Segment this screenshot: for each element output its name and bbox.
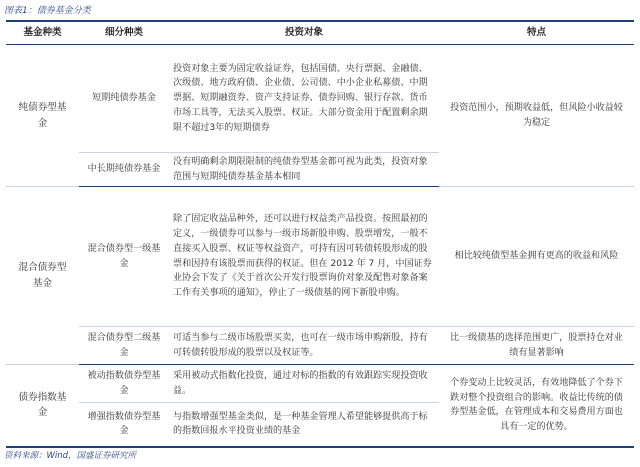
fund-type-pure-bond: 纯债券型基金: [6, 45, 79, 187]
subtype-passive-index: 被动指数债券型基金: [79, 365, 169, 403]
subtype-short-pure: 短期纯债券基金: [79, 45, 169, 153]
header-subtype: 细分种类: [79, 21, 169, 45]
header-fund-type: 基金种类: [6, 21, 79, 45]
target-passive-index: 采用被动式指数化投资，通过对标的指数的有效跟踪实现投资收益。: [169, 365, 439, 403]
target-mixed-level1: 除了固定收益品种外，还可以进行权益类产品投资。按照最初的定义，一级债券可以参与一级市场新股申购、股票增发，一般不直接买入股票、权证等权益资产，可持有因可转债转股形成的股票和因持有该股票而获得的权证。但在 2012 年 7 月，中国证券业协会下发了《关于首次公开发行股票询价对象及配售对象备案工作有关事项的通知》，停止了一级债基的网下新股申购。: [169, 187, 439, 327]
subtype-enhanced-index: 增强指数债券型基金: [79, 403, 169, 447]
header-row: [6, 21, 634, 45]
fund-type-index-bond: 债券指数基金: [6, 365, 79, 447]
target-mixed-level2: 可适当参与二级市场股票买卖，也可在一级市场申购新股，持有可转债转股形成的股票以及权证等。: [169, 327, 439, 365]
target-enhanced-index: 与指数增强型基金类似，是一种基金管理人希望能够提供高于标的指数回报水平投资业绩的基金: [169, 403, 439, 447]
source-note: 资料来源：Wind，国盛证券研究所: [4, 451, 137, 461]
subtype-mixed-level2: 混合债券型二级基金: [79, 327, 169, 365]
table-row: [6, 45, 634, 153]
target-short-pure: 投资对象主要为固定收益证券，包括国债、央行票据、金融债、次级债、地方政府债、企业债、公司债、中小企业私募债、中期票据、短期融资券、资产支持证券、债券回购、银行存款、货币市场工具等，无法买入股票、权证。大部分资金用于配置剩余期限不超过3年的短期债券: [169, 45, 439, 153]
feature-mixed-level1: 相比较纯债型基金拥有更高的收益和风险: [439, 187, 634, 327]
feature-pure-bond: 投资范围小，预期收益低，但风险小收益较为稳定: [439, 45, 634, 187]
feature-index-bond: 个券变动上比较灵活，有效地降低了个券下跌对整个投资组合的影响。收益比传统的债券型基金低，在管理成本和交易费用方面也具有一定的优势。: [439, 365, 634, 447]
subtype-mixed-level1: 混合债券型一级基金: [79, 187, 169, 327]
bond-fund-table: [6, 20, 634, 448]
table-row: [6, 365, 634, 403]
fund-type-mixed-bond: 混合债券型基金: [6, 187, 79, 365]
subtype-mid-long-pure: 中长期纯债券基金: [79, 153, 169, 187]
header-feature: 特点: [439, 21, 634, 45]
feature-mixed-level2: 比一级债基的选择范围更广，股票持仓对业绩有显著影响: [439, 327, 634, 365]
table-row: [6, 187, 634, 327]
table-caption: 图表1：债券基金分类: [4, 6, 91, 16]
table-row: [6, 327, 634, 365]
header-target: 投资对象: [169, 21, 439, 45]
target-mid-long-pure: 没有明确剩余期限限制的纯债券型基金都可视为此类，投资对象范围与短期纯债券基金基本相同: [169, 153, 439, 187]
